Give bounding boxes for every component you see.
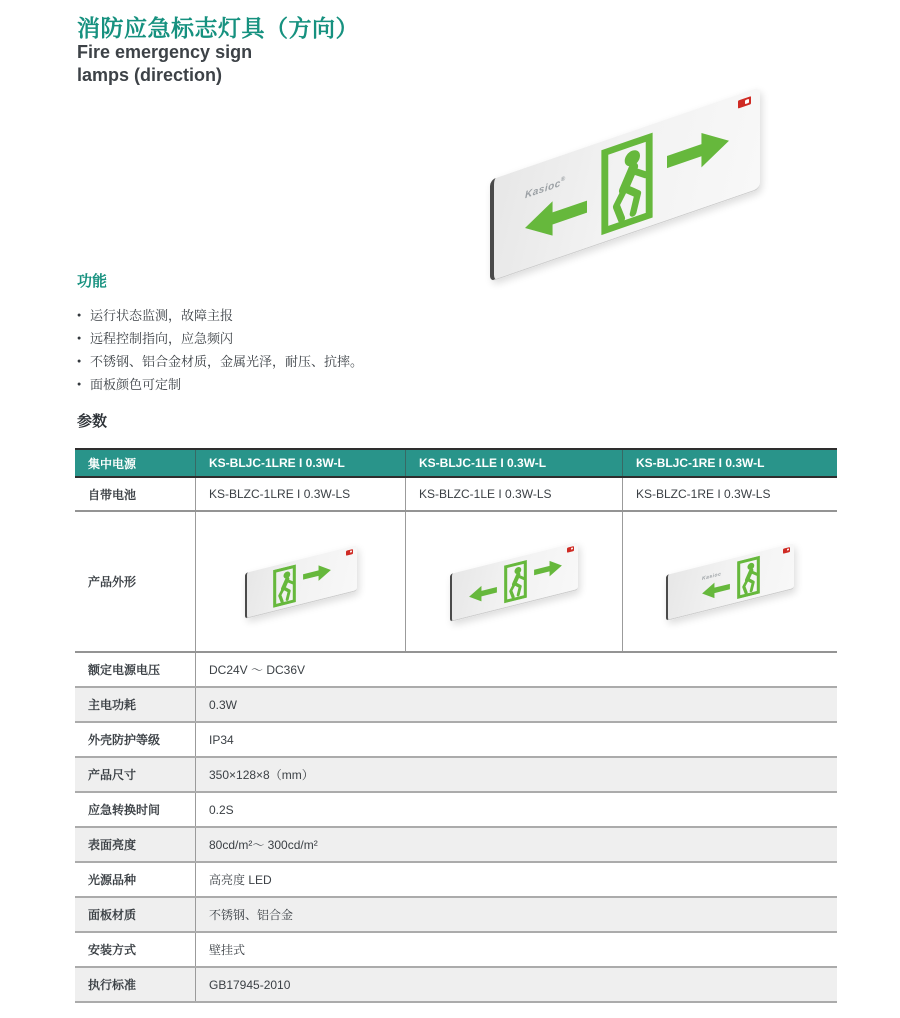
red-logo-badge — [567, 546, 574, 553]
spec-label: 应急转换时间 — [88, 803, 161, 817]
header-label: 集中电源 — [88, 456, 137, 471]
features-list — [77, 304, 363, 396]
exit-sign-right-variant — [245, 545, 357, 619]
spec-label: 安装方式 — [88, 943, 137, 957]
model-cell: KS-BLJC-1LE I 0.3W-L — [405, 450, 622, 476]
features-section — [77, 270, 363, 396]
running-man-exit-icon — [601, 131, 653, 235]
sign-left-column — [525, 168, 587, 247]
spec-label: 面板材质 — [88, 908, 137, 922]
spec-row — [75, 653, 837, 688]
left-arrow-icon — [469, 581, 497, 605]
page-subtitle — [77, 41, 252, 87]
spec-value: 壁挂式 — [195, 933, 837, 966]
red-logo-badge — [783, 547, 790, 554]
model-cell: KS-BLJC-1RE I 0.3W-L — [622, 450, 837, 476]
spec-row — [75, 688, 837, 723]
feature-item: ● 远程控制指向，应急频闪 — [77, 327, 363, 350]
spec-value: DC24V ～ DC36V — [195, 653, 837, 686]
right-arrow-icon — [667, 121, 729, 180]
appearance-label: 产品外形 — [88, 575, 137, 589]
subtitle-line-2: lamps (direction) — [77, 65, 223, 85]
exit-sign-double-variant — [450, 542, 578, 622]
model-cell: KS-BLJC-1LRE I 0.3W-L — [195, 450, 405, 476]
brand-name: Kasioc — [702, 570, 722, 581]
spec-row — [75, 933, 837, 968]
left-arrow-icon — [702, 577, 730, 601]
appearance-cell — [195, 512, 405, 651]
spec-value: GB17945-2010 — [195, 968, 837, 1001]
feature-item: ● 不锈钢、铝合金材质，金属光泽，耐压、抗摔。 — [77, 350, 363, 373]
appearance-cell — [622, 512, 837, 651]
spec-value: 350×128×8（mm） — [195, 758, 837, 791]
params-heading: 参数 — [77, 413, 108, 430]
features-heading: 功能 — [77, 273, 108, 290]
spec-value: 0.3W — [195, 688, 837, 721]
spec-label: 主电功耗 — [88, 698, 137, 712]
spec-row — [75, 863, 837, 898]
spec-row — [75, 793, 837, 828]
subtitle-line-1: Fire emergency sign — [77, 42, 253, 62]
page-title: 消防应急标志灯具（方向） — [77, 15, 359, 41]
spec-table — [75, 448, 837, 1003]
running-man-exit-icon — [737, 555, 760, 599]
right-arrow-icon — [534, 557, 562, 581]
spec-label: 产品尺寸 — [88, 768, 137, 782]
spec-label: 外壳防护等级 — [88, 733, 161, 747]
feature-item: ● 面板颜色可定制 — [77, 373, 363, 396]
spec-row — [75, 898, 837, 933]
spec-value: 高亮度 LED — [195, 863, 837, 896]
running-man-exit-icon — [504, 559, 527, 603]
spec-label: 光源品种 — [88, 873, 137, 887]
spec-value: 80cd/m²～ 300cd/m² — [195, 828, 837, 861]
table-header-row — [75, 448, 837, 478]
spec-value: IP34 — [195, 723, 837, 756]
spec-label: 额定电源电压 — [88, 663, 161, 677]
right-arrow-icon — [303, 561, 331, 585]
brand-name: Kasioc — [525, 177, 561, 202]
red-logo-badge — [346, 549, 353, 556]
spec-value: 0.2S — [195, 793, 837, 826]
spec-label: 表面亮度 — [88, 838, 137, 852]
red-logo-badge — [738, 96, 751, 108]
spec-value: 不锈钢、铝合金 — [195, 898, 837, 931]
model-cell: KS-BLZC-1LRE I 0.3W-LS — [195, 478, 405, 510]
feature-item: ● 运行状态监测，故障主报 — [77, 304, 363, 327]
spec-label: 执行标准 — [88, 978, 137, 992]
appearance-row — [75, 512, 837, 653]
exit-sign-left-variant — [666, 543, 794, 621]
spec-row — [75, 758, 837, 793]
appearance-cell — [405, 512, 622, 651]
spec-row — [75, 723, 837, 758]
exit-sign-panel-hero — [490, 87, 760, 282]
battery-row — [75, 478, 837, 512]
battery-label: 自带电池 — [88, 487, 137, 502]
model-cell: KS-BLZC-1RE I 0.3W-LS — [622, 478, 837, 510]
spec-row — [75, 968, 837, 1003]
spec-row — [75, 828, 837, 863]
model-cell: KS-BLZC-1LE I 0.3W-LS — [405, 478, 622, 510]
brand-reg-mark: ® — [560, 175, 566, 184]
sign-left-column — [702, 568, 730, 601]
running-man-exit-icon — [273, 563, 296, 607]
